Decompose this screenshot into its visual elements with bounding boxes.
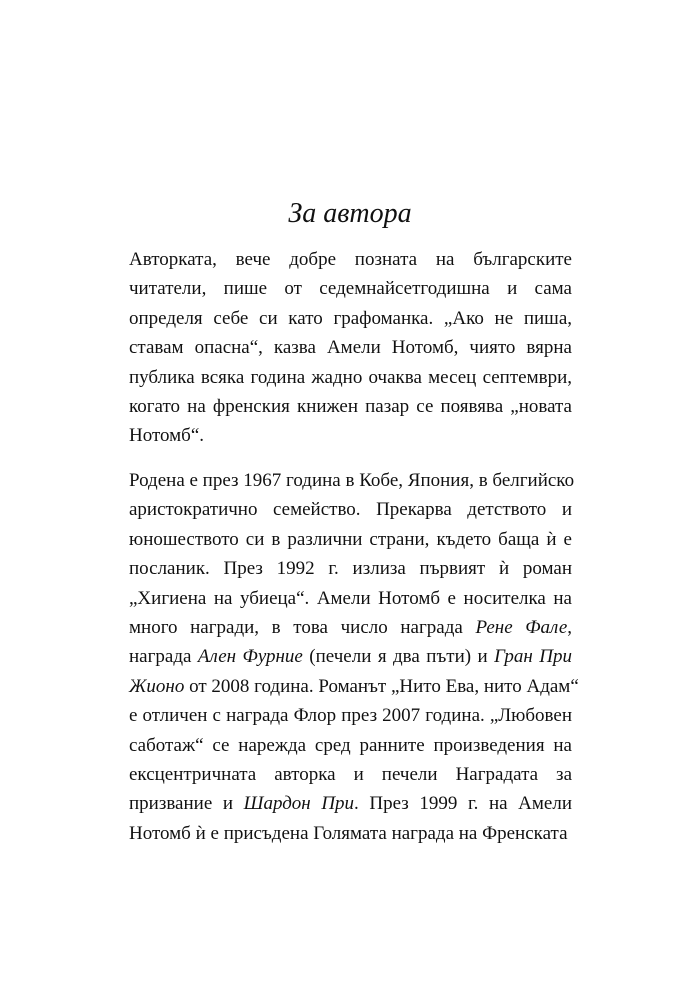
text-line <box>129 392 572 421</box>
text-run: аристократично семейство. Прекарва детството и <box>129 499 572 521</box>
text-line <box>129 760 572 789</box>
text-run: ексцентричната авторка и печели Наградата за <box>129 763 572 785</box>
text-run: много награди, в това число награда <box>129 616 476 638</box>
italic-text-run: Рене Фале <box>475 616 568 638</box>
text-line <box>129 584 572 613</box>
text-line <box>129 421 572 450</box>
text-line <box>129 495 572 524</box>
text-line <box>129 245 572 274</box>
text-run: „Хигиена на убиеца“. Амели Нотомб е носителка на <box>129 587 572 609</box>
text-run: саботаж“ се нарежда сред ранните произведения на <box>129 734 572 756</box>
text-line <box>129 525 572 554</box>
italic-text-run: Жионо <box>129 675 185 697</box>
text-run: читатели, пише от седемнайсетгодишна и сама <box>129 278 572 300</box>
text-run: е отличен с награда Флор през 2007 година. „Любовен <box>129 705 572 727</box>
text-run: Родена е през 1967 година в Кобе, Япония, в белгийско <box>129 470 575 491</box>
text-run: Нотомб ѝ е присъдена Голямата награда на Френската <box>129 822 568 844</box>
text-run: . През 1999 г. на Амели <box>354 793 572 815</box>
text-run: публика всяка година жадно очаква месец септември, <box>129 366 572 388</box>
text-run: (печели я два пъти) и <box>302 646 495 668</box>
italic-text-run: Ален Фурние <box>197 646 303 668</box>
text-line <box>129 554 572 583</box>
italic-text-run: Гран При <box>494 646 572 668</box>
paragraph-intro <box>129 245 572 451</box>
text-line <box>129 731 572 760</box>
text-line <box>129 274 572 303</box>
text-run: призвание и <box>129 793 244 815</box>
text-run: от 2008 година. Романът „Нито Ева, нито Адам“ <box>184 675 579 697</box>
text-line <box>129 819 572 848</box>
text-line <box>129 304 572 333</box>
page-title: За автора <box>288 198 412 229</box>
paragraph-biography <box>129 466 579 848</box>
text-run: определя себе си като графоманка. „Ако не пиша, <box>129 307 572 329</box>
text-line <box>129 672 579 701</box>
text-run: , <box>567 616 572 638</box>
text-run: когато на френския книжен пазар се появява „новата <box>129 395 572 417</box>
text-line <box>129 466 575 495</box>
text-line <box>129 363 572 392</box>
text-line <box>129 701 572 730</box>
text-run: награда <box>129 646 198 668</box>
text-line <box>129 642 572 671</box>
text-line <box>129 789 572 818</box>
text-run: Авторката, вече добре позната на българските <box>129 249 572 270</box>
text-run: Нотомб“. <box>129 425 205 447</box>
text-run: юношеството си в различни страни, където баща ѝ е <box>129 528 572 550</box>
text-run: ставам опасна“, казва Амели Нотомб, чиято вярна <box>129 337 572 359</box>
text-line <box>129 613 572 642</box>
text-line <box>129 333 572 362</box>
text-run: посланик. През 1992 г. излиза първият ѝ роман <box>129 558 572 580</box>
italic-text-run: Шардон При <box>243 793 355 815</box>
